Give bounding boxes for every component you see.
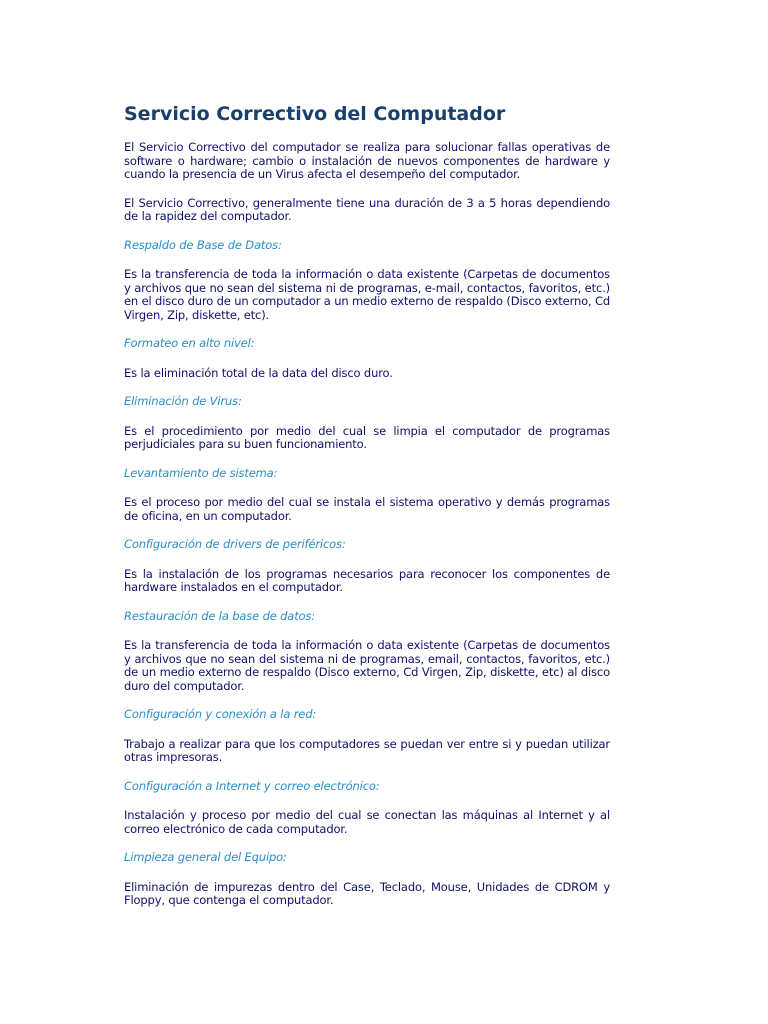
intro-paragraph: El Servicio Correctivo, generalmente tiene una duración de 3 a 5 horas dependiendo de la rapidez del computador. <box>124 195 610 223</box>
section-heading-virus: Eliminación de Virus: <box>124 394 242 408</box>
section-body-internet: Instalación y proceso por medio del cual se conectan las máquinas al Internet y al correo electrónico de cada computador. <box>124 808 610 836</box>
section-heading-internet: Configuración a Internet y correo electrónico: <box>124 778 380 793</box>
section-heading-drivers: Configuración de drivers de periféricos: <box>124 537 346 551</box>
section-body-drivers: Es la instalación de los programas necesarios para reconocer los componentes de hardware instalados en el computador. <box>124 566 610 594</box>
section-heading-respaldo: Respaldo de Base de Datos: <box>124 237 282 252</box>
section-heading-levantamiento: Levantamiento de sistema: <box>124 465 278 480</box>
section-body-levantamiento: Es el proceso por medio del cual se instala el sistema operativo y demás programas de oficina, en un computador. <box>124 495 610 523</box>
section-body-limpieza: Eliminación de impurezas dentro del Case, Teclado, Mouse, Unidades de CDROM y Floppy, que contenga el computador. <box>124 879 610 907</box>
page-title: Servicio Correctivo del Computador <box>124 103 506 125</box>
section-body-virus: Es el procedimiento por medio del cual se limpia el computador de programas perjudiciales para su buen funcionamiento. <box>124 423 610 451</box>
section-body-formateo: Es la eliminación total de la data del disco duro. <box>124 365 393 380</box>
section-heading-red: Configuración y conexión a la red: <box>124 707 317 721</box>
section-heading-restauracion: Restauración de la base de datos: <box>124 608 316 623</box>
section-heading-formateo: Formateo en alto nivel: <box>124 336 255 350</box>
section-body-respaldo: Es la transferencia de toda la información o data existente (Carpetas de documentos y archivos que no sean del sistema ni de programas, e-mail, contactos, favoritos, etc.) en el disco duro de un computador a un medio externo de respaldo (Disco externo, Cd Virgen, Zip, diskette, etc). <box>124 267 611 322</box>
intro-paragraph: El Servicio Correctivo del computador se realiza para solucionar fallas operativas de software o hardware; cambio o instalación de nuevos componentes de hardware y cuando la presencia de un Virus afecta el desempeño del computador. <box>124 140 610 181</box>
section-heading-limpieza: Limpieza general del Equipo: <box>124 850 287 864</box>
section-body-restauracion: Es la transferencia de toda la información o data existente (Carpetas de documentos y archivos que no sean del sistema ni de programas, email, contactos, favoritos, etc.) de un medio externo de respaldo (Disco externo, Cd Virgen, Zip, diskette, etc) al disco duro del computador. <box>124 638 610 693</box>
section-body-red: Trabajo a realizar para que los computadores se puedan ver entre si y puedan utilizar otras impresoras. <box>124 736 610 764</box>
document-page <box>124 100 610 923</box>
